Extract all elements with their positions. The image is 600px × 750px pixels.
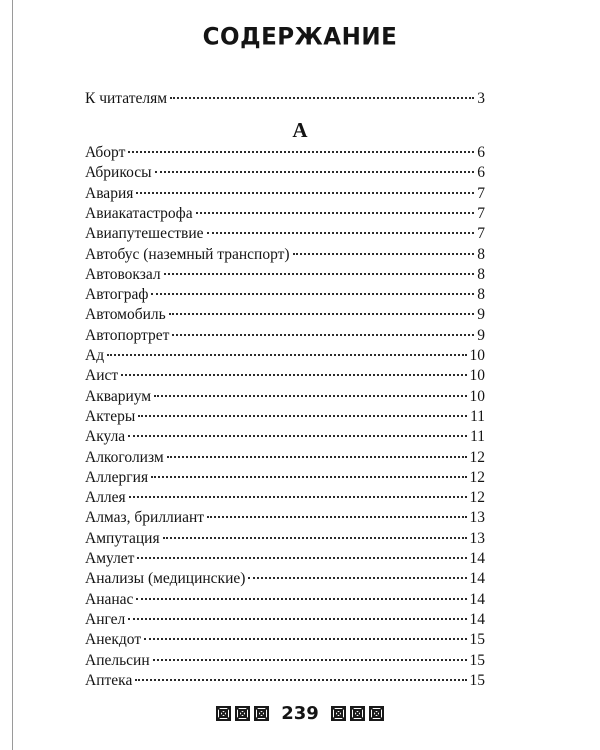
dot-leader bbox=[293, 253, 475, 255]
toc-entry-title: Автопортрет bbox=[85, 326, 170, 344]
dot-leader bbox=[107, 354, 466, 356]
page-number: 239 bbox=[281, 703, 319, 724]
toc-entry bbox=[85, 447, 485, 469]
toc-entry-title: Алкоголизм bbox=[85, 448, 164, 466]
section-letter: А bbox=[292, 118, 308, 142]
dot-leader bbox=[144, 638, 466, 640]
toc-entry-page: 10 bbox=[469, 347, 485, 364]
toc-entry-title: Акула bbox=[85, 428, 126, 446]
dot-leader bbox=[164, 273, 475, 275]
dot-leader bbox=[169, 313, 475, 315]
toc-entry bbox=[85, 487, 485, 509]
toc-entry-page: 11 bbox=[470, 407, 485, 425]
toc-entry-title: Амулет bbox=[85, 550, 135, 567]
toc-entry-page: 12 bbox=[469, 448, 485, 466]
dot-leader bbox=[138, 415, 467, 417]
dot-leader bbox=[155, 171, 475, 173]
toc-entry bbox=[85, 507, 485, 529]
dot-leader bbox=[163, 537, 467, 539]
celtic-knot-icon bbox=[369, 706, 384, 721]
toc-entry-page: 9 bbox=[477, 306, 485, 324]
dot-leader bbox=[136, 192, 474, 194]
dot-leader bbox=[129, 496, 467, 498]
celtic-knot-icon bbox=[254, 706, 269, 721]
toc-entry-page: 10 bbox=[469, 387, 485, 405]
toc-entry bbox=[85, 183, 485, 205]
toc-entry-title: Аптека bbox=[85, 671, 133, 689]
toc-entry-title: Автобус (наземный транспорт) bbox=[85, 245, 290, 263]
dot-leader bbox=[151, 476, 466, 478]
toc-entry-page: 15 bbox=[469, 671, 485, 689]
toc-entry-page: 10 bbox=[469, 367, 485, 385]
toc-entry-page: 7 bbox=[477, 204, 485, 222]
toc-entry bbox=[85, 162, 485, 184]
toc-entry-page: 13 bbox=[469, 509, 485, 527]
toc-entry bbox=[85, 386, 485, 408]
toc-entry-title: Актеры bbox=[85, 407, 136, 425]
toc-entry-page: 6 bbox=[477, 144, 485, 161]
toc-entry-title: Автовокзал bbox=[85, 265, 161, 283]
dot-leader bbox=[248, 577, 466, 579]
toc-entry-page: 14 bbox=[469, 550, 485, 567]
toc-entry-page: 14 bbox=[469, 570, 485, 588]
toc-entry-title: Апельсин bbox=[85, 651, 150, 669]
toc-entry-title: Аллергия bbox=[85, 468, 149, 486]
toc-entry-page: 12 bbox=[469, 468, 485, 486]
toc-entry-title: Алмаз, бриллиант bbox=[85, 509, 205, 527]
toc-entry-title: Ангел bbox=[85, 610, 126, 628]
toc-entry-page: 14 bbox=[469, 590, 485, 608]
toc-entry-page: 9 bbox=[477, 326, 485, 344]
toc-entry bbox=[85, 304, 485, 326]
toc-entry-title: Аборт bbox=[85, 144, 126, 161]
toc-entry-title: Аист bbox=[85, 367, 119, 385]
toc-entry-title: К читателям bbox=[85, 90, 168, 107]
celtic-knot-icon bbox=[350, 706, 365, 721]
toc-entry-page: 14 bbox=[469, 610, 485, 628]
toc-entry-title: Ампутация bbox=[85, 529, 160, 547]
toc-entry-page: 12 bbox=[469, 489, 485, 507]
dot-leader bbox=[151, 293, 474, 295]
celtic-knot-icon bbox=[216, 706, 231, 721]
toc-entry-page: 11 bbox=[470, 428, 485, 446]
toc-entry-page: 15 bbox=[469, 631, 485, 649]
toc-entry-title: Авиапутешествие bbox=[85, 225, 204, 243]
toc-entry bbox=[85, 325, 485, 347]
page-title: СОДЕРЖАНИЕ bbox=[202, 23, 398, 51]
toc-entry bbox=[85, 142, 485, 164]
dot-leader bbox=[137, 557, 466, 559]
toc-entry bbox=[85, 568, 485, 590]
toc-entry bbox=[85, 284, 485, 306]
toc-entry bbox=[85, 629, 485, 651]
page-footer bbox=[0, 703, 600, 724]
toc-entry bbox=[85, 650, 485, 672]
toc-entry bbox=[85, 426, 485, 448]
toc-entry bbox=[85, 528, 485, 550]
toc-entry-page: 3 bbox=[477, 90, 485, 107]
dot-leader bbox=[128, 151, 474, 153]
toc-entry-title: Анализы (медицинские) bbox=[85, 570, 246, 588]
dot-leader bbox=[121, 374, 466, 376]
toc-entry bbox=[85, 264, 485, 286]
toc-entry bbox=[85, 345, 485, 367]
page-edge-line bbox=[12, 0, 13, 750]
toc-entry-page: 7 bbox=[477, 184, 485, 202]
toc-entry bbox=[85, 670, 485, 692]
toc-entry-page: 7 bbox=[477, 225, 485, 243]
toc-entry-intro bbox=[85, 88, 485, 110]
celtic-knot-icon bbox=[235, 706, 250, 721]
toc-entry-title: Авиакатастрофа bbox=[85, 204, 193, 222]
toc-entry-title: Аквариум bbox=[85, 387, 152, 405]
dot-leader bbox=[135, 679, 466, 681]
toc-entry bbox=[85, 223, 485, 245]
toc-entry-title: Ад bbox=[85, 347, 105, 364]
toc-entry-title: Аллея bbox=[85, 489, 126, 507]
toc-entry-page: 8 bbox=[477, 245, 485, 263]
dot-leader bbox=[128, 435, 467, 437]
celtic-knot-icon bbox=[331, 706, 346, 721]
toc-entry bbox=[85, 548, 485, 570]
dot-leader bbox=[167, 456, 467, 458]
toc-entry bbox=[85, 244, 485, 266]
dot-leader bbox=[207, 516, 466, 518]
dot-leader bbox=[154, 395, 466, 397]
toc-entry bbox=[85, 467, 485, 489]
toc-entry-title: Ананас bbox=[85, 590, 134, 608]
dot-leader bbox=[207, 232, 475, 234]
toc-entry-title: Автограф bbox=[85, 286, 149, 304]
dot-leader bbox=[136, 598, 466, 600]
toc-entry bbox=[85, 589, 485, 611]
toc-entry-title: Анекдот bbox=[85, 631, 142, 649]
dot-leader bbox=[153, 659, 467, 661]
toc-entry bbox=[85, 365, 485, 387]
toc-entry-page: 8 bbox=[477, 265, 485, 283]
toc-entry-page: 8 bbox=[477, 286, 485, 304]
toc-entry-page: 6 bbox=[477, 164, 485, 182]
toc-entry bbox=[85, 203, 485, 225]
dot-leader bbox=[196, 212, 475, 214]
dot-leader bbox=[172, 334, 474, 336]
dot-leader bbox=[128, 618, 466, 620]
toc-entry-title: Авария bbox=[85, 184, 134, 202]
toc-entry bbox=[85, 609, 485, 631]
toc-entry-page: 15 bbox=[469, 651, 485, 669]
toc-entry-page: 13 bbox=[469, 529, 485, 547]
toc-entry-title: Абрикосы bbox=[85, 164, 152, 182]
toc-entry-title: Автомобиль bbox=[85, 306, 166, 324]
dot-leader bbox=[170, 97, 474, 99]
toc-entry bbox=[85, 406, 485, 428]
